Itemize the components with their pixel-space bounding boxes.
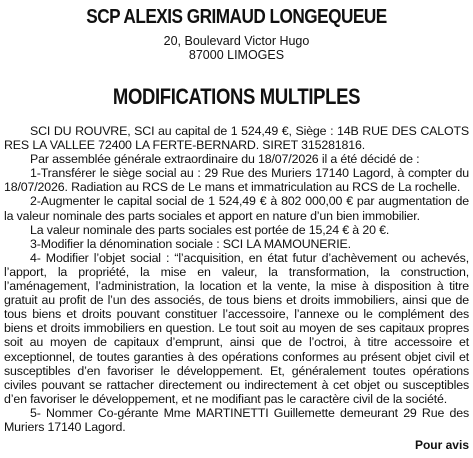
decision-capital-increase: 2-Augmenter le capital social de 1 524,49 € à 802 000,00 € par augmentation de la valeur nominale des parts sociales et apport en nature d’un bien immobilier. [4, 194, 469, 223]
firm-address-city: 87000 LIMOGES [188, 48, 285, 62]
nominal-value-change: La valeur nominale des parts sociales est portée de 15,24 € à 20 €. [30, 222, 390, 237]
decision-name-change: 3-Modifier la dénomination sociale : SCI LA MAMOUNERIE. [30, 236, 351, 251]
decision-co-manager: 5- Nommer Co-gérante Mme MARTINETTI Guillemette demeurant 29 Rue des Muriers 17140 Lagord. [4, 405, 469, 434]
notice-title: MODIFICATIONS MULTIPLES [112, 84, 361, 109]
firm-address-street: 20, Boulevard Victor Hugo [163, 34, 310, 48]
company-identification: SCI DU ROUVRE, SCI au capital de 1 524,49 €, Siège : 14B RUE DES CALOTS RES LA VALLEE 72400 LA FERTE-BERNARD. SIRET 315281816. [4, 124, 469, 153]
firm-name: SCP ALEXIS GRIMAUD LONGEQUEUE [86, 6, 387, 28]
decision-transfer-seat: 1-Transférer le siège social au : 29 Rue des Muriers 17140 Lagord, à compter du 18/07/2026. Radiation au RCS de Le mans et immatriculation au RCS de La rochelle. [4, 166, 469, 195]
notice-body [4, 124, 469, 434]
decision-corporate-purpose: 4- Modifier l’objet social : “l’acquisition, en état futur d’achèvement ou achevés, l’apport, la propriété, la mise en valeur, la transformation, la construction, l’aménagement, l’administration, la location et la vente, la mise à disposition à titre gratuit au profit de l’un des associés, de tous biens et droits immobiliers, ainsi que de tous biens et droits pouvant constituer l’accessoire, l’annexe ou le complément des biens et droits immobiliers en question. Le tout soit au moyen de ses capitaux propres soit au moyen de capitaux d’emprunt, ainsi que de l’octroi, à titre accessoire et exceptionnel, de toutes garanties à des opérations conformes au présent objet civil et susceptibles d’en favoriser le développement. Et, généralement toutes opérations civiles pouvant se rattacher directement ou indirectement à cet objet ou susceptibles d’en favoriser le développement, et ne modifiant pas le caractère civil de la société. [4, 250, 469, 406]
assembly-decision-intro: Par assemblée générale extraordinaire du 18/07/2026 il a été décidé de : [30, 152, 420, 167]
signature-pour-avis: Pour avis [414, 438, 469, 452]
